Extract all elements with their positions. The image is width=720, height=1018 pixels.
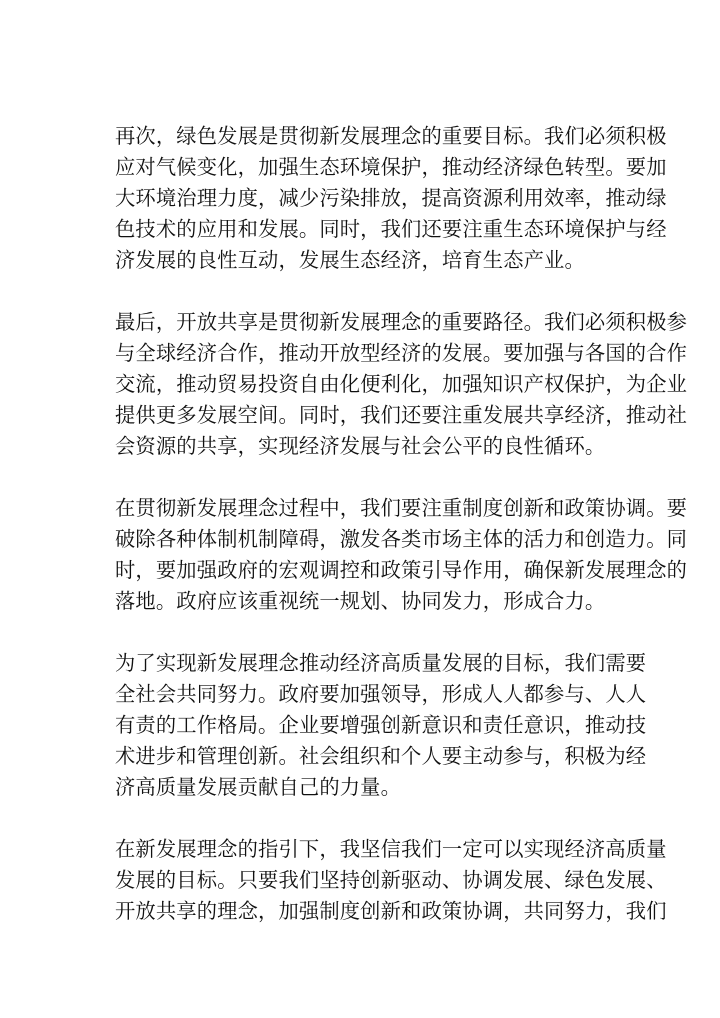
text-line: 大环境治理力度，减少污染排放，提高资源利用效率，推动绿 [115,186,667,210]
paragraph-green-development [115,121,677,276]
text-line: 在新发展理念的指引下，我坚信我们一定可以实现经济高质量 [115,837,667,861]
text-line: 有责的工作格局。企业要增强创新意识和责任意识，推动技 [115,713,647,737]
text-line: 再次，绿色发展是贯彻新发展理念的重要目标。我们必须积极 [115,124,667,148]
text-line: 为了实现新发展理念推动经济高质量发展的目标，我们需要 [115,651,647,675]
text-line: 开放共享的理念，加强制度创新和政策协调，共同努力，我们 [115,899,667,923]
text-line: 在贯彻新发展理念过程中，我们要注重制度创新和政策协调。要 [115,496,688,520]
text-line: 最后，开放共享是贯彻新发展理念的重要路径。我们必须积极参 [115,310,688,334]
text-line: 交流，推动贸易投资自由化便利化，加强知识产权保护，为企业 [115,372,688,396]
text-line: 全社会共同努力。政府要加强领导，形成人人都参与、人人 [115,682,647,706]
text-line: 应对气候变化，加强生态环境保护，推动经济绿色转型。要加 [115,155,667,179]
document-body [115,121,688,958]
paragraph-open-sharing [115,307,688,462]
text-line: 落地。政府应该重视统一规划、协同发力，形成合力。 [115,589,606,613]
text-line: 提供更多发展空间。同时，我们还要注重发展共享经济，推动社 [115,403,688,427]
text-line: 会资源的共享，实现经济发展与社会公平的良性循环。 [115,434,606,458]
text-line: 与全球经济合作，推动开放型经济的发展。要加强与各国的合作 [115,341,688,365]
text-line: 破除各种体制机制障碍，激发各类市场主体的活力和创造力。同 [115,527,688,551]
text-line: 济发展的良性互动，发展生态经济，培育生态产业。 [115,248,585,272]
text-line: 济高质量发展贡献自己的力量。 [115,775,402,799]
paragraph-institutional-innovation [115,493,688,617]
text-line: 发展的目标。只要我们坚持创新驱动、协调发展、绿色发展、 [115,868,667,892]
text-line: 术进步和管理创新。社会组织和个人要主动参与，积极为经 [115,744,647,768]
paragraph-conclusion [115,834,677,927]
text-line: 时，要加强政府的宏观调控和政策引导作用，确保新发展理念的 [115,558,688,582]
paragraph-joint-effort [115,648,677,803]
text-line: 色技术的应用和发展。同时，我们还要注重生态环境保护与经 [115,217,667,241]
